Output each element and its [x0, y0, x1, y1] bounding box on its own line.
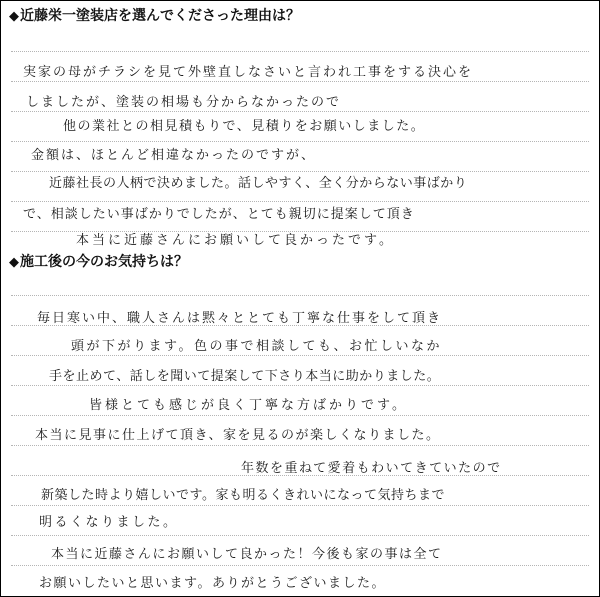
- answer2-line-7: 新築した時より嬉しいです。家も明るくきれいになって気持ちまで: [41, 488, 445, 503]
- guide-line: [11, 505, 589, 506]
- answer2-line-10: お願いしたいと思います。ありがとうございました。: [39, 576, 386, 591]
- answer2-line-1: 毎日寒い中、職人さんは黙々ととても丁寧な仕事をして頂き: [37, 311, 443, 326]
- answer1-line-7: 本当に近藤さんにお願いして良かったです。: [76, 233, 395, 248]
- guide-line: [11, 385, 589, 386]
- answer1-line-5: 近藤社長の人柄で決めました。話しやすく、全く分からない事ばかり: [49, 176, 468, 191]
- answer2-line-4: 皆様とても感じが良く丁寧な方ばかりです。: [89, 398, 408, 413]
- answer1-line-2: しましたが、塗装の相場も分からなかったので: [26, 95, 342, 110]
- answer2-line-8: 明るくなりました。: [39, 515, 179, 530]
- guide-line: [11, 231, 589, 232]
- answer1-line-4: 金額は、ほとんど相違なかったのですが、: [31, 148, 317, 163]
- answer2-line-5: 本当に見事に仕上げて頂き、家を見るのが楽しくなりました。: [35, 428, 441, 443]
- guide-line: [11, 355, 589, 356]
- answer2-line-9: 本当に近藤さんにお願いして良かった！今後も家の事は全て: [51, 547, 443, 562]
- diamond-bullet-icon: ◆: [9, 9, 19, 24]
- answer1-line-3: 他の業社との相見積もりで、見積りをお願いしました。: [63, 119, 426, 134]
- answer2-line-6: 年数を重ねて愛着もわいてきていたので: [241, 461, 502, 476]
- section2-heading: [9, 253, 188, 272]
- guide-line: [11, 201, 589, 202]
- guide-line: [11, 81, 589, 82]
- answer2-line-2: 頭が下がります。色の事で相談しても、お忙しいなか: [71, 339, 442, 354]
- guide-line: [11, 111, 589, 112]
- section1-heading: [9, 7, 300, 26]
- guide-line: [11, 535, 589, 536]
- guide-line: [11, 565, 589, 566]
- answer2-line-3: 手を止めて、話しを聞いて提案して下さり本当に助かりました。: [49, 369, 441, 384]
- guide-line: [11, 415, 589, 416]
- guide-line: [11, 445, 589, 446]
- section2-title: 施工後の今のお気持ちは？: [20, 254, 188, 270]
- guide-line: [11, 141, 589, 142]
- diamond-bullet-icon: ◆: [9, 255, 19, 270]
- section1-title: 近藤栄一塗装店を選んでくださった理由は？: [20, 8, 300, 24]
- guide-line: [11, 51, 589, 52]
- guide-line: [11, 171, 589, 172]
- answer1-line-1: 実家の母がチラシを見て外壁直しなさいと言われ工事をする決心を: [23, 65, 474, 80]
- guide-line: [11, 295, 589, 296]
- answer1-line-6: で、相談したい事ばかりでしたが、とても親切に提案して頂き: [23, 207, 415, 222]
